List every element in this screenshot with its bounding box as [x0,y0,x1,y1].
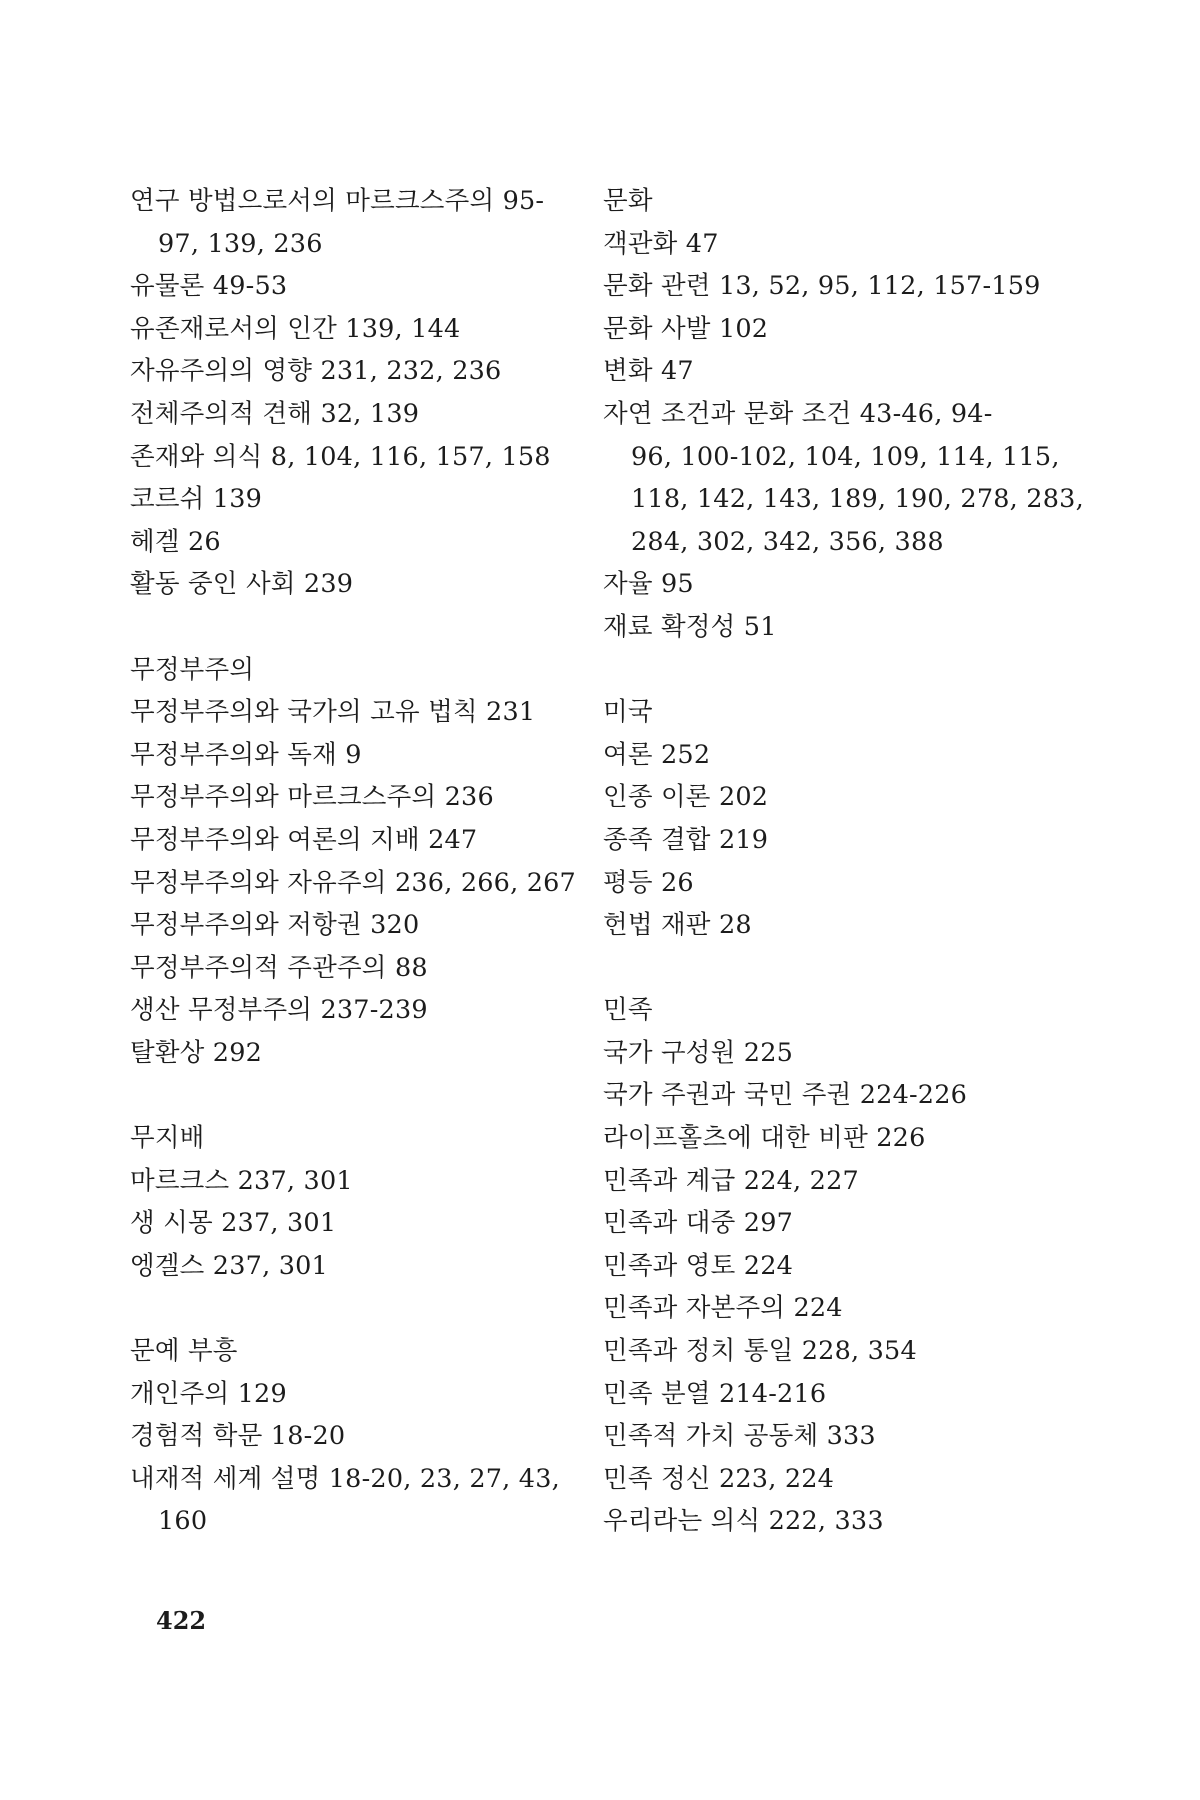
index-column-right [603,180,1084,1543]
index-entry: 문화 사발 102 [603,313,769,344]
index-entry: 96, 100-102, 104, 109, 114, 115, [631,441,1060,472]
index-entry: 무정부주의 [130,654,255,685]
index-entry: 연구 방법으로서의 마르크스주의 95- [130,186,545,216]
index-entry: 내재적 세계 설명 18-20, 23, 27, 43, [130,1463,560,1494]
index-entry: 개인주의 129 [130,1378,287,1409]
index-entry: 민족 정신 223, 224 [603,1463,835,1494]
index-entry: 문예 부흥 [130,1336,238,1367]
index-entry: 무정부주의와 마르크스주의 236 [130,782,494,813]
index-entry: 민족과 계급 224, 227 [603,1165,859,1196]
index-entry: 자율 95 [603,569,694,600]
index-entry: 헌법 재판 28 [603,910,752,941]
index-entry: 전체주의적 견해 32, 139 [130,398,420,429]
blank-line [603,947,1048,990]
index-entry: 유물론 49-53 [130,271,288,302]
index-entry: 자유주의의 영향 231, 232, 236 [130,356,502,387]
blank-line [130,1074,570,1117]
index-entry: 국가 구성원 225 [603,1037,794,1068]
index-entry: 여론 252 [603,739,711,770]
index-entry: 민족과 영토 224 [603,1250,794,1281]
index-entry: 284, 302, 342, 356, 388 [631,526,944,557]
index-entry: 무정부주의와 여론의 지배 247 [130,824,478,855]
index-entry: 자연 조건과 문화 조건 43-46, 94- [603,398,993,429]
index-entry: 민족과 자본주의 224 [603,1293,843,1324]
index-entry: 민족 [603,995,653,1026]
index-entry: 118, 142, 143, 189, 190, 278, 283, [631,484,1084,515]
index-entry: 문화 관련 13, 52, 95, 112, 157-159 [603,271,1041,302]
index-entry: 경험적 학문 18-20 [130,1421,346,1452]
index-entry: 생산 무정부주의 237-239 [130,995,428,1026]
index-entry: 무정부주의와 독재 9 [130,739,362,770]
index-column-left [130,180,576,1543]
index-entry: 라이프홀츠에 대한 비판 226 [603,1123,926,1154]
index-entry: 무지배 [130,1123,205,1154]
index-entry: 생 시몽 237, 301 [130,1208,337,1239]
index-entry: 무정부주의와 저항권 320 [130,910,420,941]
index-entry: 무정부주의적 주관주의 88 [130,952,428,983]
index-entry: 마르크스 237, 301 [130,1165,353,1196]
index-entry: 탈환상 292 [130,1037,263,1068]
blank-line [130,606,570,649]
index-entry: 객관화 47 [603,228,719,259]
index-entry: 우리라는 의식 222, 333 [603,1506,884,1537]
index-entry: 인종 이론 202 [603,782,769,813]
index-entry: 160 [158,1506,208,1537]
index-entry: 코르쉬 139 [130,484,263,515]
index-entry: 민족과 대중 297 [603,1208,794,1239]
index-entry: 헤겔 26 [130,526,221,557]
index-entry: 존재와 의식 8, 104, 116, 157, 158 [130,441,551,472]
index-entry: 무정부주의와 자유주의 236, 266, 267 [130,867,576,898]
index-entry: 97, 139, 236 [158,228,323,259]
index-entry: 유존재로서의 인간 139, 144 [130,313,461,344]
index-entry: 국가 주권과 국민 주권 224-226 [603,1080,968,1111]
blank-line [603,649,1048,692]
blank-line [130,1287,570,1330]
index-entry: 재료 확정성 51 [603,611,777,642]
index-entry: 활동 중인 사회 239 [130,569,354,600]
index-entry: 민족적 가치 공동체 333 [603,1421,876,1452]
index-entry: 평등 26 [603,867,694,898]
index-entry: 미국 [603,697,653,728]
index-entry: 변화 47 [603,356,694,387]
index-entry: 엥겔스 237, 301 [130,1250,328,1281]
index-entry: 민족과 정치 통일 228, 354 [603,1336,917,1367]
page-number: 422 [156,1606,207,1635]
index-entry: 문화 [603,186,653,216]
index-entry: 민족 분열 214-216 [603,1378,827,1409]
index-entry: 종족 결합 219 [603,824,769,855]
index-entry: 무정부주의와 국가의 고유 법칙 231 [130,697,536,728]
